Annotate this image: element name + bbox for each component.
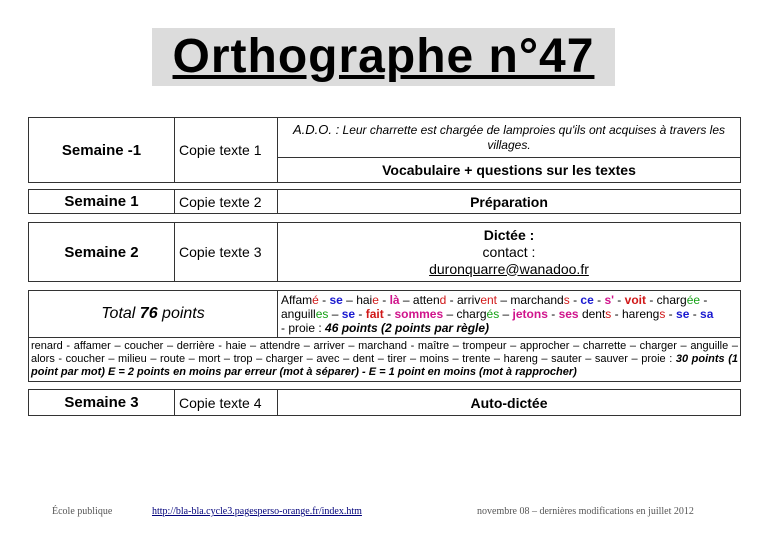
word-ending: ée: [686, 293, 701, 307]
sep: –: [399, 293, 413, 307]
sep: -: [446, 293, 457, 307]
word: arriv: [456, 293, 481, 307]
sep: -: [613, 293, 625, 307]
points-note: 46 points (2 points par règle): [325, 321, 490, 335]
sep: -: [611, 307, 622, 321]
copy-label: Copie texte 3: [175, 223, 278, 282]
sep: -: [645, 293, 657, 307]
word: dent: [581, 307, 606, 321]
sep: –: [443, 307, 457, 321]
week-label: Semaine 2: [29, 223, 175, 282]
copy-label: Copie texte 4: [175, 390, 278, 416]
word: ses: [558, 307, 579, 321]
word-ending: s: [563, 293, 570, 307]
word-ending: és: [486, 307, 500, 321]
total-points: 76: [139, 305, 158, 322]
footer-date: novembre 08 – dernières modifications en juillet 2012: [477, 506, 694, 517]
sep: –: [342, 293, 357, 307]
word: se: [329, 293, 343, 307]
dictee-cell: [278, 223, 741, 282]
page-title: Orthographe n°47: [152, 28, 615, 86]
sep: -: [665, 307, 677, 321]
total-cell: [29, 291, 278, 338]
word: voit: [624, 293, 646, 307]
word-ending: s: [605, 307, 612, 321]
word: sa: [700, 307, 714, 321]
word: ce: [580, 293, 594, 307]
word: Affam: [281, 293, 313, 307]
word: charg: [456, 307, 487, 321]
word: - proie :: [281, 321, 326, 335]
sep: -: [700, 293, 708, 307]
week-3-table: [28, 389, 741, 416]
word: se: [676, 307, 690, 321]
copy-label: Copie texte 1: [175, 118, 278, 183]
word-ending: s: [659, 307, 666, 321]
sep: -: [547, 307, 559, 321]
week-2-table: [28, 222, 741, 282]
email-link[interactable]: duronquarre@wanadoo.fr: [429, 260, 589, 277]
footer-school: École publique: [52, 506, 113, 517]
week-label: Semaine 3: [29, 390, 175, 416]
dictee-label: Dictée :: [483, 226, 535, 243]
sep: -: [355, 307, 366, 321]
word-ending: ent: [480, 293, 498, 307]
copy-label: Copie texte 2: [175, 190, 278, 214]
word: sommes: [394, 307, 444, 321]
week-minus-1-table: [28, 117, 741, 183]
sep: -: [383, 307, 395, 321]
total-table: [28, 290, 741, 382]
word: anguill: [281, 307, 316, 321]
word-ending: é: [312, 293, 319, 307]
word: charg: [656, 293, 687, 307]
week-label: Semaine 1: [29, 190, 175, 214]
week-1-table: [28, 189, 741, 214]
word: fait: [365, 307, 384, 321]
sep: –: [497, 293, 511, 307]
ado-cell: [278, 118, 741, 158]
sep: -: [318, 293, 330, 307]
ado-text: Leur charrette est chargée de lamproies qu'ils ont acquises à travers les villages.: [342, 122, 726, 152]
sep: –: [499, 307, 513, 321]
word: atten: [412, 293, 440, 307]
word-list: renard - affamer – coucher – derrière - haie – attendre – arriver – marchand - maître – trompeur – approcher – charrette – charger – anguille – alors - coucher – milieu – route – mort – trop – charger – avec – dent – tirer – moins – trente – hareng – sauter – sauver – proie :: [31, 340, 738, 365]
week-label: Semaine -1: [29, 118, 175, 183]
activity-cell: Auto-dictée: [278, 390, 741, 416]
sep: -: [593, 293, 605, 307]
word: hai: [356, 293, 373, 307]
word-ending: d: [439, 293, 447, 307]
word: s': [604, 293, 614, 307]
word: là: [389, 293, 400, 307]
total-label: Total: [101, 305, 136, 322]
word-ending: es: [315, 307, 329, 321]
word-ending: e: [372, 293, 379, 307]
total-unit: points: [162, 305, 205, 322]
sep: -: [569, 293, 581, 307]
rules-cell: [278, 291, 741, 338]
footer-url[interactable]: http://bla-bla.cycle3.pagesperso-orange.fr/index.htm: [152, 506, 362, 517]
activity-cell: Préparation: [278, 190, 741, 214]
word: marchand: [510, 293, 564, 307]
sep: -: [378, 293, 390, 307]
word: se: [341, 307, 356, 321]
word: hareng: [621, 307, 660, 321]
vocab-cell: Vocabulaire + questions sur les textes: [278, 157, 741, 182]
ado-label: A.D.O. :: [292, 121, 340, 137]
contact-label: contact :: [482, 243, 536, 260]
scoring-rules: 30 points (1 point par mot) E = 2 points en moins par erreur (mot à séparer) - E = 1 point en moins (mot à rapprocher): [31, 353, 739, 378]
sep: –: [328, 307, 342, 321]
word: jetons: [512, 307, 548, 321]
word-list-cell: [29, 338, 741, 382]
sep: -: [689, 307, 701, 321]
